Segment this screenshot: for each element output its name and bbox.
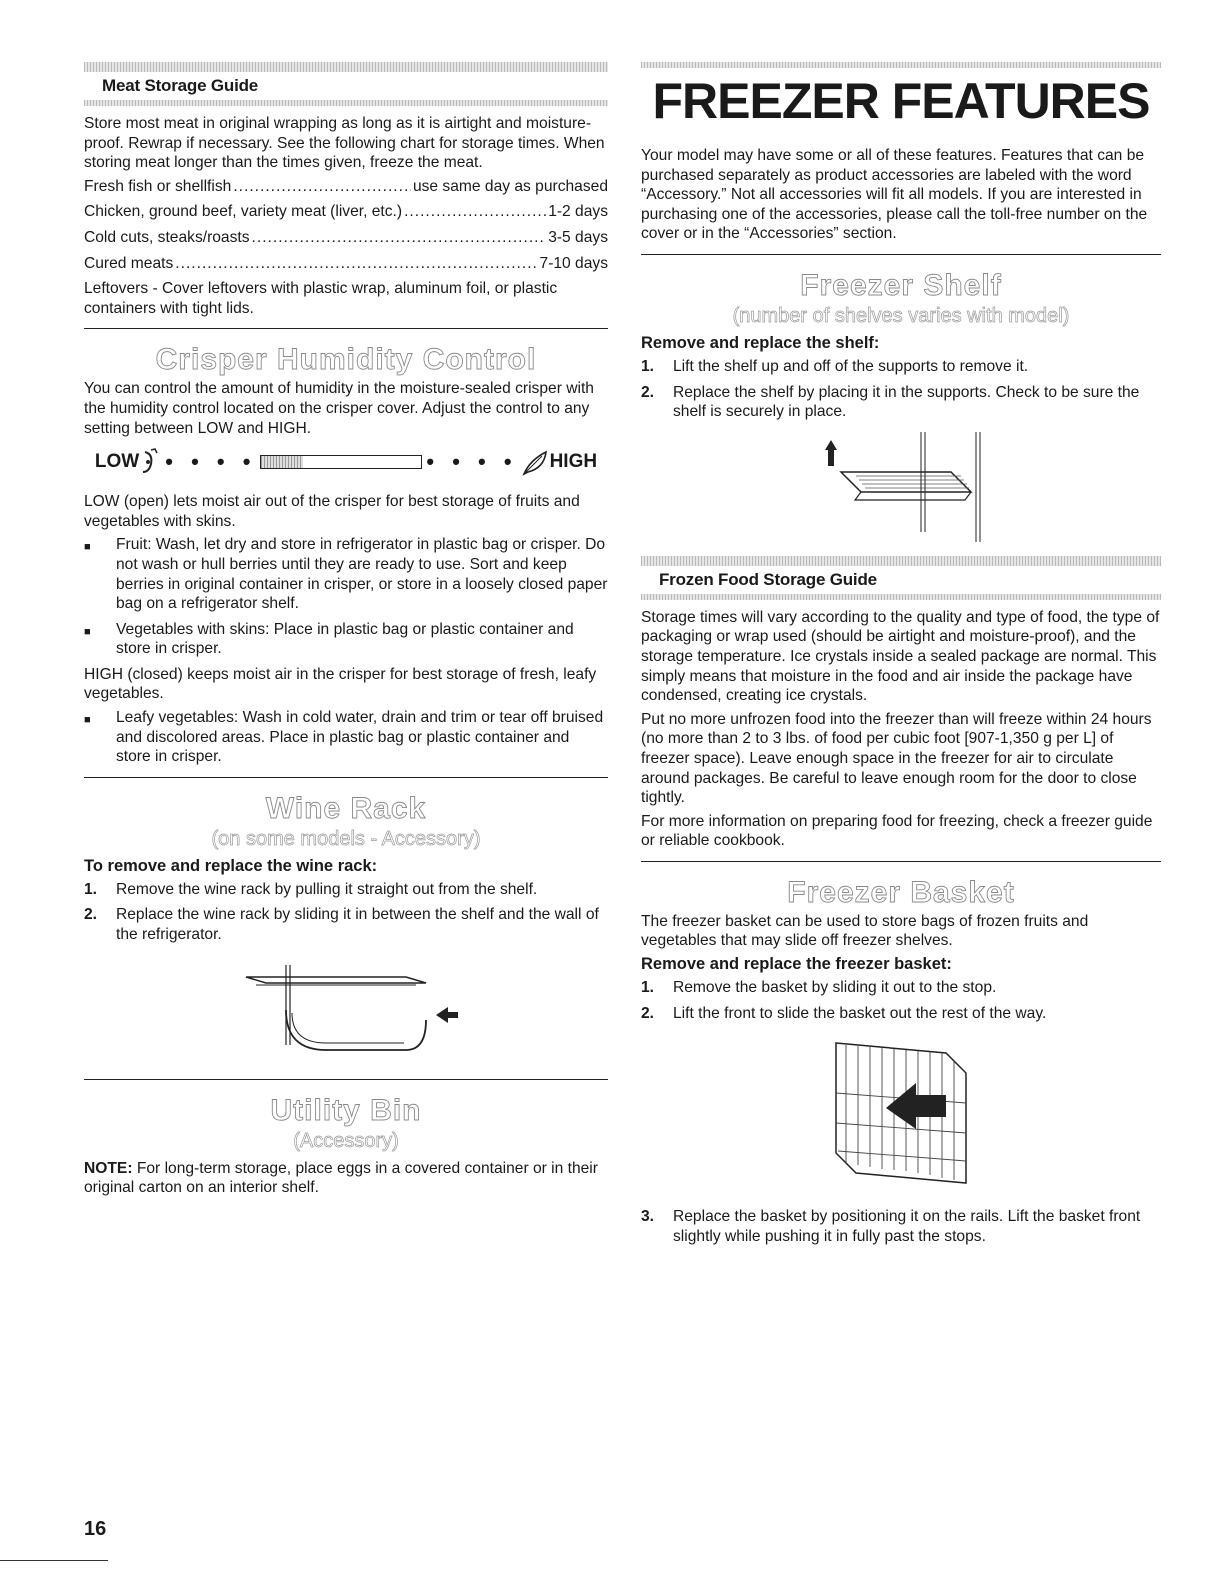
step-text: Replace the shelf by placing it in the supports. Check to be sure the shelf is securely in place.: [673, 383, 1140, 421]
step-text: Lift the front to slide the basket out the rest of the way.: [673, 1004, 1047, 1022]
step-text: Lift the shelf up and off of the supports to remove it.: [673, 357, 1029, 375]
frozen-guide-paragraph: For more information on preparing food for freezing, check a freezer guide or reliable cookbook.: [641, 812, 1153, 850]
row-label: Cured meats: [84, 254, 174, 272]
freezer-shelf-steps: [641, 357, 1161, 422]
slider-high-label: HIGH: [549, 451, 598, 473]
freezer-features-title: FREEZER FEATURES: [652, 73, 1150, 129]
row-value: use same day as purchased: [412, 177, 608, 195]
meat-guide-row: [84, 177, 608, 197]
wine-rack-icon: [226, 955, 466, 1065]
frozen-guide-title: Frozen Food Storage Guide: [659, 569, 877, 589]
crisper-heading: Crisper Humidity Control: [155, 343, 537, 377]
freezer-basket-intro: The freezer basket can be used to store bags of frozen fruits and vegetables that may slide off freezer shelves.: [641, 912, 1089, 950]
utility-bin-subheading: (Accessory): [293, 1129, 399, 1152]
wine-rack-illustration: [84, 955, 608, 1065]
step-number: 2.: [641, 1004, 655, 1022]
step-item: [641, 1207, 1161, 1246]
open-vent-icon: [139, 448, 161, 476]
wine-rack-steps: [84, 880, 608, 945]
freezer-shelf-icon: [801, 432, 1001, 542]
meat-storage-table: [84, 177, 608, 273]
bullet-item: [84, 620, 608, 659]
note-label: NOTE:: [84, 1159, 133, 1177]
slider-dots-right: • • • •: [426, 449, 518, 475]
freezer-basket-icon: [816, 1033, 986, 1193]
left-column: [84, 62, 608, 1202]
step-item: [84, 905, 608, 944]
bullet-item: [84, 708, 608, 767]
meat-guide-leftovers: Leftovers - Cover leftovers with plastic wrap, aluminum foil, or plastic containers with tight lids.: [84, 280, 558, 317]
meat-guide-row: [84, 202, 608, 222]
right-column: [641, 62, 1161, 1252]
bullet-icon: ■: [84, 714, 91, 727]
step-item: [84, 880, 608, 900]
meat-guide-row: [84, 254, 608, 274]
step-number: 1.: [641, 979, 655, 997]
wine-rack-subheading: (on some models - Accessory): [211, 827, 481, 850]
row-label: Fresh fish or shellfish: [84, 177, 232, 195]
step-number: 2.: [84, 906, 98, 924]
bullet-text: Leafy vegetables: Wash in cold water, drain and trim or tear off bruised and discolored areas. Place in plastic bag or plastic container and store in crisper.: [116, 709, 604, 766]
step-number: 1.: [84, 880, 98, 898]
row-label: Cold cuts, steaks/roasts: [84, 228, 250, 246]
section-divider: [84, 777, 608, 778]
title-shade-bar: [641, 62, 1161, 68]
bullet-text: Vegetables with skins: Place in plastic bag or plastic container and store in crisper.: [116, 620, 574, 658]
step-number: 1.: [641, 357, 655, 375]
utility-bin-heading: Utility Bin: [270, 1093, 422, 1127]
frozen-guide-paragraph: Storage times will vary according to the quality and type of food, the type of packaging or wrap used (should be airtight and moisture-proof), and the storage temperature. Ice crystals inside a sealed package are normal. This simply means that moisture in the food and air inside the package have condensed, creating ice crystals.: [641, 608, 1160, 705]
humidity-slider-bar: [260, 455, 422, 469]
section-divider: [641, 861, 1161, 862]
row-leader-dots: [404, 202, 546, 222]
humidity-slider-figure: [84, 448, 608, 476]
freezer-intro: Your model may have some or all of these features. Features that can be purchased separately as product accessories are labeled with the word “Accessory.” Not all accessories will fit all models. If you are interested in purchasing one of the accessories, please call the toll-free number on the cover or in the “Accessories” section.: [641, 147, 1148, 243]
freezer-basket-illustration: [641, 1033, 1161, 1193]
bullet-item: [84, 535, 608, 613]
section-divider: [84, 328, 608, 329]
guide-shade-bar-top: [84, 62, 608, 72]
guide-shade-bar-top: [641, 556, 1161, 566]
wine-rack-proc-title: To remove and replace the wine rack:: [84, 856, 378, 875]
bullet-icon: ■: [84, 541, 91, 554]
row-leader-dots: [175, 254, 537, 274]
step-text: Remove the wine rack by pulling it straight out from the shelf.: [116, 880, 538, 898]
high-bullet-list: [84, 708, 608, 767]
freezer-basket-steps: [641, 978, 1161, 1023]
row-value: 3-5 days: [548, 228, 608, 246]
step-item: [641, 978, 1161, 998]
meat-guide-intro: Store most meat in original wrapping as long as it is airtight and moisture-proof. Rewrap if necessary. See the following chart for storage times. When storing meat longer than the times given, freeze the meat.: [84, 115, 605, 172]
step-text: Replace the basket by positioning it on the rails. Lift the basket front slightly while pushing it in fully past the stops.: [673, 1208, 1141, 1245]
frozen-guide-paragraph: Put no more unfrozen food into the freezer than will freeze within 24 hours (no more than 2 to 3 lbs. of food per cubic foot [907-1,350 g per L] of freezer space). Leave enough space in the freezer for air to circulate around packages. Be careful to leave enough room for the door to close tightly.: [641, 710, 1152, 807]
leaf-icon: [522, 448, 550, 476]
humidity-slider-fill: [261, 456, 303, 468]
section-divider: [641, 254, 1161, 255]
step-number: 3.: [641, 1208, 655, 1226]
section-divider: [84, 1079, 608, 1080]
meat-guide-row: [84, 228, 608, 248]
freezer-shelf-illustration: [641, 432, 1161, 542]
slider-dots-left: • • • •: [165, 449, 257, 475]
guide-shade-bar-bottom: [84, 100, 608, 106]
crisper-low-text: LOW (open) lets moist air out of the crisper for best storage of fruits and vegetables with skins.: [84, 493, 580, 530]
page-footer-rule: [0, 1560, 108, 1561]
bullet-text: Fruit: Wash, let dry and store in refrigerator in plastic bag or crisper. Do not wash or hull berries until they are ready to use. Sort and keep berries in original container in crisper, or store in a loosely closed paper bag on a refrigerator shelf.: [116, 536, 608, 613]
row-label: Chicken, ground beef, variety meat (liver, etc.): [84, 203, 403, 221]
step-item: [641, 1004, 1161, 1024]
freezer-shelf-subheading: (number of shelves varies with model): [732, 304, 1070, 327]
low-bullet-list: [84, 535, 608, 659]
bullet-icon: ■: [84, 625, 91, 638]
step-item: [641, 383, 1161, 422]
step-text: Replace the wine rack by sliding it in between the shelf and the wall of the refrigerator.: [116, 906, 599, 944]
freezer-basket-step3: [641, 1207, 1161, 1246]
row-value: 7-10 days: [539, 254, 608, 272]
note-text: For long-term storage, place eggs in a covered container or in their original carton on an interior shelf.: [84, 1159, 598, 1197]
freezer-basket-heading: Freezer Basket: [787, 875, 1015, 909]
wine-rack-heading: Wine Rack: [265, 791, 427, 825]
step-item: [641, 357, 1161, 377]
row-leader-dots: [252, 228, 547, 248]
crisper-intro: You can control the amount of humidity in the moisture-sealed crisper with the humidity control located on the crisper cover. Adjust the control to any setting between LOW and HIGH.: [84, 380, 594, 437]
crisper-high-text: HIGH (closed) keeps moist air in the crisper for best storage of fresh, leafy vegetables.: [84, 665, 597, 703]
page-number: 16: [84, 1518, 107, 1540]
guide-shade-bar-bottom: [641, 594, 1161, 600]
freezer-shelf-proc-title: Remove and replace the shelf:: [641, 333, 880, 352]
utility-bin-note: [84, 1159, 608, 1198]
frozen-guide-body: [641, 608, 1161, 851]
freezer-basket-proc-title: Remove and replace the freezer basket:: [641, 955, 952, 974]
freezer-shelf-heading: Freezer Shelf: [800, 268, 1002, 302]
slider-low-label: LOW: [94, 451, 140, 473]
row-value: 1-2 days: [548, 203, 608, 221]
meat-guide-title: Meat Storage Guide: [102, 76, 259, 95]
step-number: 2.: [641, 383, 655, 401]
step-text: Remove the basket by sliding it out to the stop.: [673, 979, 997, 997]
row-leader-dots: [233, 177, 411, 197]
